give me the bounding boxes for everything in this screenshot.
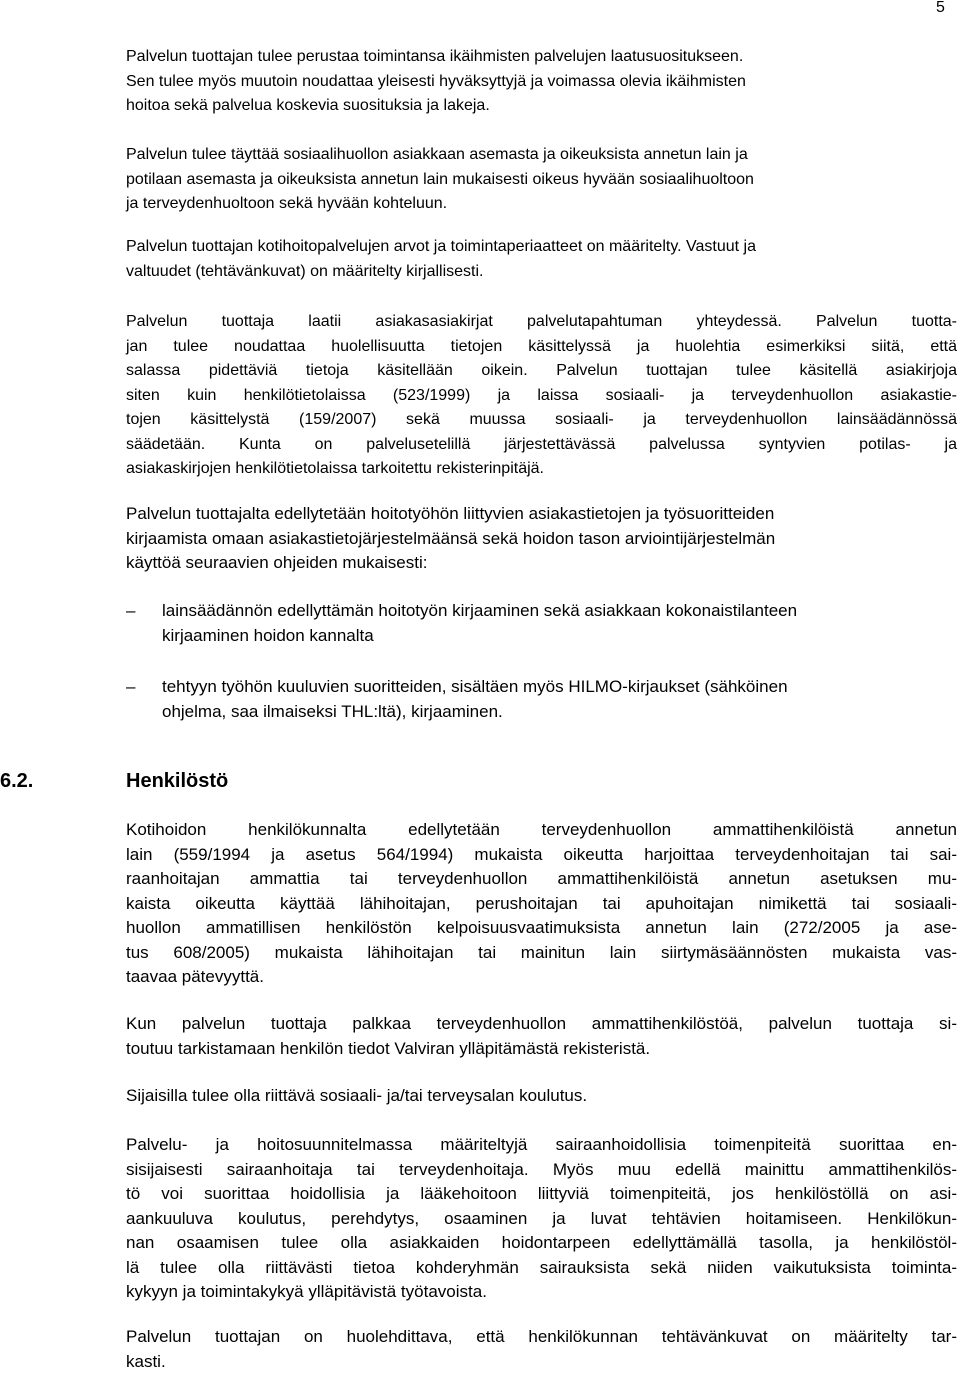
paragraph-staff-qualifications (126, 818, 957, 990)
dash-bullet-icon: – (126, 675, 142, 700)
text-line: aankuuluva koulutus, perehdytys, osaaminen ja luvat tehtävien hoitamiseen. Henkilökun- (126, 1207, 957, 1232)
text-line: nan osaamisen tulee olla asiakkaiden hoidontarpeen edellyttämällä tasolla, ja henkilöstöl- (126, 1231, 957, 1256)
text-line: tö voi suorittaa hoidollisia ja lääkehoitoon liittyviä toimenpiteitä, jos henkilöstöllä on asi- (126, 1182, 957, 1207)
text-line: Palvelu- ja hoitosuunnitelmassa määriteltyjä sairaanhoidollisia toimenpiteitä suorittaa en- (126, 1133, 957, 1158)
text-line: kykyyn ja toimintakykyä ylläpitävistä työtavoista. (126, 1280, 957, 1305)
paragraph-client-documents (126, 310, 957, 482)
text-line: taavaa pätevyyttä. (126, 965, 957, 990)
text-line: Kun palvelun tuottaja palkkaa terveydenhuollon ammattihenkilöstöä, palvelun tuottaja si- (126, 1012, 957, 1037)
text-line: Kotihoidon henkilökunnalta edellytetään terveydenhuollon ammattihenkilöistä annetun (126, 818, 957, 843)
text-line: Palvelun tulee täyttää sosiaalihuollon asiakkaan asemasta ja oikeuksista annetun lain ja (126, 143, 754, 168)
text-line: tehtyyn työhön kuuluvien suoritteiden, sisältäen myös HILMO-kirjaukset (sähköinen (162, 675, 788, 700)
text-line: säädetään. Kunta on palvelusetelillä järjestettävässä palvelussa syntyvien potilas- ja (126, 433, 957, 458)
text-line: raanhoitajan ammattia tai terveydenhuollon ammattihenkilöistä annetun asetuksen mu- (126, 867, 957, 892)
page-number: 5 (936, 0, 945, 16)
text-line: potilaan asemasta ja oikeuksista annetun lain mukaisesti oikeus hyvään sosiaalihuoltoon (126, 168, 754, 193)
text-line: lainsäädännön edellyttämän hoitotyön kirjaaminen sekä asiakkaan kokonaistilanteen (162, 599, 797, 624)
text-line: lain (559/1994 ja asetus 564/1994) mukaista oikeutta harjoittaa terveydenhoitajan tai sai- (126, 843, 957, 868)
text-line: asiakaskirjojen henkilötietolaissa tarkoitettu rekisterinpitäjä. (126, 457, 957, 482)
text-line: Palvelun tuottajan tulee perustaa toimintansa ikäihmisten palvelujen laatusuositukseen. (126, 45, 746, 70)
text-line: ohjelma, saa ilmaiseksi THL:ltä), kirjaaminen. (162, 700, 788, 725)
text-line: huollon ammatillisen henkilöstön kelpoisuusvaatimuksista annetun lain (272/2005 ja ase- (126, 916, 957, 941)
text-line: Sijaisilla tulee olla riittävä sosiaali- ja/tai terveysalan koulutus. (126, 1084, 587, 1109)
text-line: Sen tulee myös muutoin noudattaa yleisesti hyväksyttyjä ja voimassa olevia ikäihmisten (126, 70, 746, 95)
text-line: kaista oikeutta käyttää lähihoitajan, perushoitajan tai apuhoitajan nimikettä tai sosiaali- (126, 892, 957, 917)
text-line: Palvelun tuottajalta edellytetään hoitotyöhön liittyvien asiakastietojen ja työsuoritteiden (126, 502, 775, 527)
paragraph-values-principles (126, 235, 756, 284)
section-title: Henkilöstö (126, 770, 228, 793)
paragraph-client-rights (126, 143, 754, 217)
dash-bullet-icon: – (126, 599, 142, 624)
text-line: tojen käsittelystä (159/2007) sekä muussa sosiaali- ja terveydenhuollon lainsäädännössä (126, 408, 957, 433)
text-line: hoitoa sekä palvelua koskevia suosituksia ja lakeja. (126, 94, 746, 119)
text-line: valtuudet (tehtävänkuvat) on määritelty kirjallisesti. (126, 260, 756, 285)
paragraph-substitutes (126, 1084, 587, 1109)
text-line: salassa pidettäviä tietoja käsitellään oikein. Palvelun tuottajan tulee käsitellä asiakirjoja (126, 359, 957, 384)
text-line: ja terveydenhuoltoon sekä hyvään kohteluun. (126, 192, 754, 217)
paragraph-nursing-procedures (126, 1133, 957, 1305)
text-line: kasti. (126, 1350, 957, 1374)
text-line: toutuu tarkistamaan henkilön tiedot Valviran ylläpitämästä rekisteristä. (126, 1037, 957, 1062)
text-line: sisijaisesti sairaanhoitaja tai terveydenhoitaja. Myös muu edellä mainittu ammattihenkilös- (126, 1158, 957, 1183)
text-line: Palvelun tuottajan on huolehdittava, että henkilökunnan tehtävänkuvat on määritelty tar- (126, 1325, 957, 1350)
paragraph-quality-recommendations (126, 45, 746, 119)
text-line: jan tulee noudattaa huolellisuutta tietojen käsittelyssä ja huolehtia esimerkiksi siitä, että (126, 335, 957, 360)
paragraph-recording-requirements (126, 502, 775, 576)
text-line: käyttöä seuraavien ohjeiden mukaisesti: (126, 551, 775, 576)
text-line: kirjaaminen hoidon kannalta (162, 624, 797, 649)
text-line: tus 608/2005) mukaista lähihoitajan tai mainitun lain siirtymäsäännösten mukaista vas- (126, 941, 957, 966)
text-line: kirjaamista omaan asiakastietojärjestelmäänsä sekä hoidon tason arviointijärjestelmän (126, 527, 775, 552)
paragraph-job-descriptions (126, 1325, 957, 1374)
section-number: 6.2. (0, 770, 33, 793)
list-item-text (162, 599, 797, 648)
text-line: Palvelun tuottajan kotihoitopalvelujen arvot ja toimintaperiaatteet on määritelty. Vastuut ja (126, 235, 756, 260)
paragraph-valvira-check (126, 1012, 957, 1061)
text-line: Palvelun tuottaja laatii asiakasasiakirjat palvelutapahtuman yhteydessä. Palvelun tuotta- (126, 310, 957, 335)
list-item-text (162, 675, 788, 724)
text-line: siten kuin henkilötietolaissa (523/1999) ja laissa sosiaali- ja terveydenhuollon asiakastie- (126, 384, 957, 409)
text-line: lä tulee olla riittävästi tietoa kohderyhmän sairauksista sekä niiden vaikutuksista toiminta- (126, 1256, 957, 1281)
